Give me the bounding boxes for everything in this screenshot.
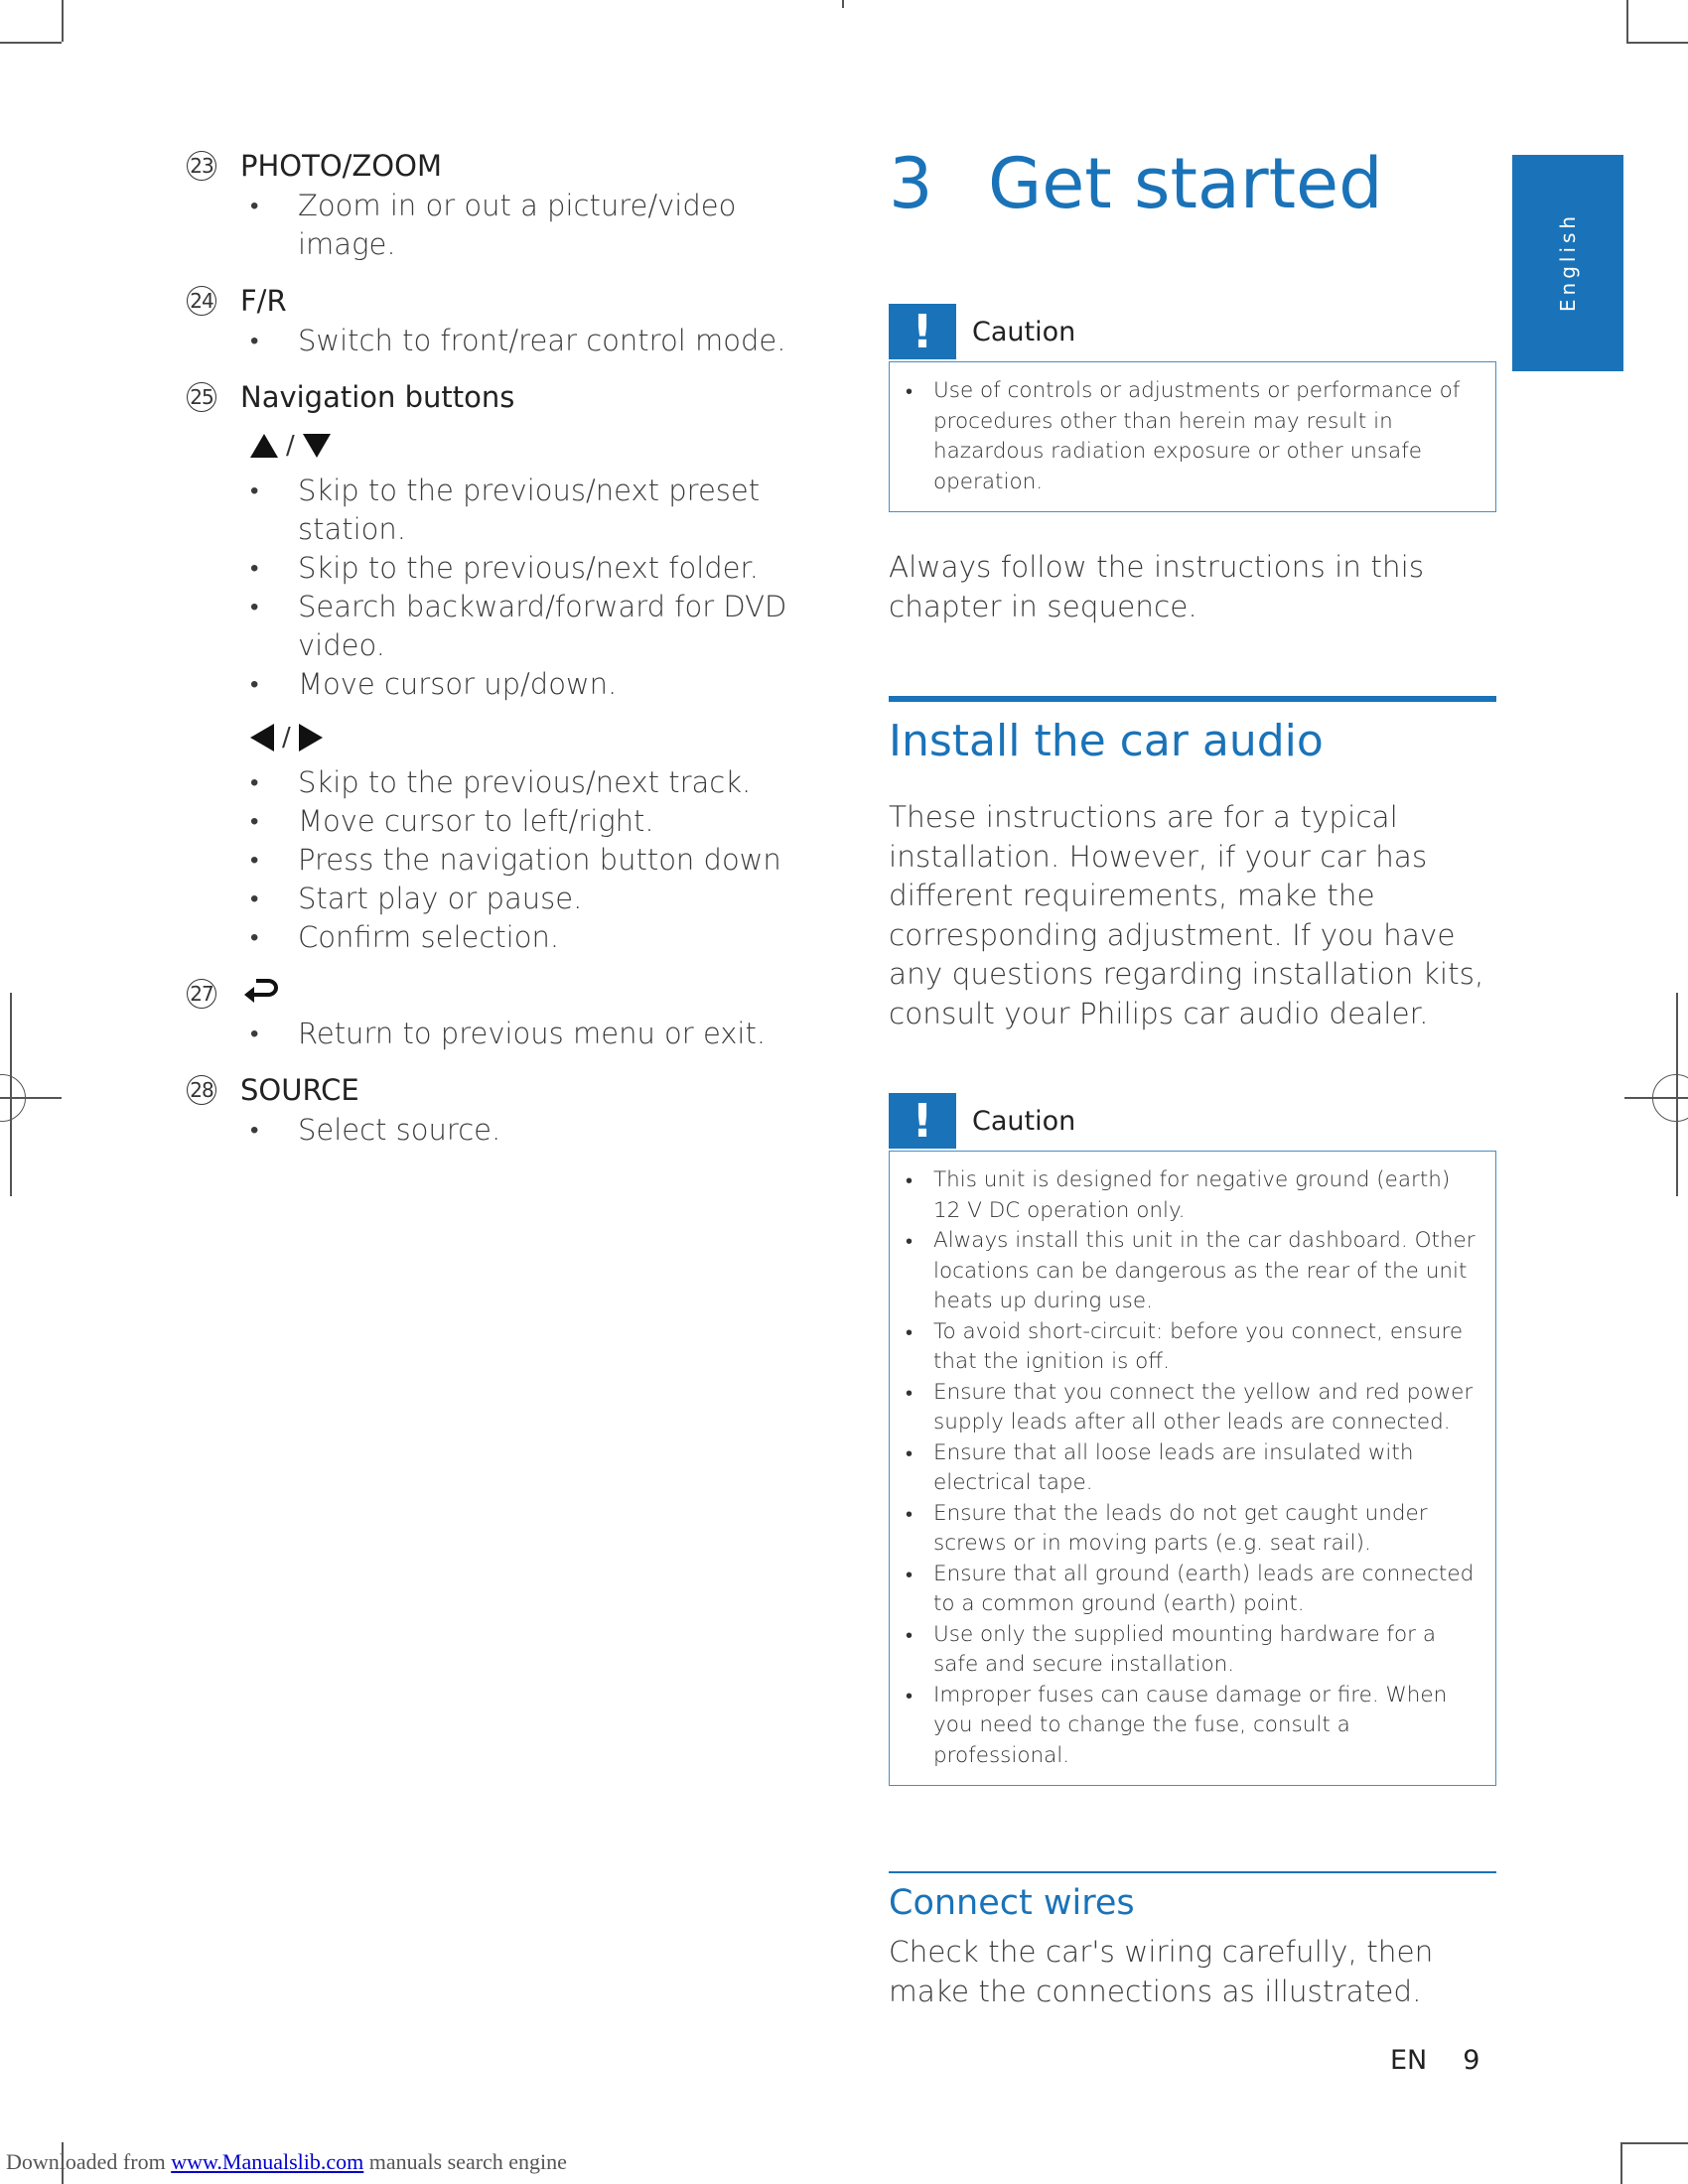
list-item: • Confirm selection. [187, 918, 802, 957]
list-item: • Start play or pause. [187, 880, 802, 918]
list-item: • Ensure that all loose leads are insulated with electrical tape. [890, 1438, 1481, 1499]
item-number-badge: 24 [187, 286, 216, 316]
language-tab [1512, 155, 1623, 371]
subsection-title: Connect wires [889, 1883, 1135, 1923]
bullet-list [187, 1015, 802, 1053]
triangle-up-icon [248, 432, 280, 460]
caution-title: Caution [972, 1105, 1076, 1137]
list-item: • Ensure that all ground (earth) leads are connected to a common ground (earth) point. [890, 1560, 1481, 1620]
caution-box [889, 1094, 1496, 1786]
page-footer [1390, 2045, 1479, 2076]
entry-source [187, 1069, 802, 1150]
entry-photo-zoom [187, 145, 802, 264]
exclamation-icon: ! [889, 304, 956, 359]
list-item: • Use of controls or adjustments or performance of procedures other than herein may result in hazardous radiation exposure or other unsafe operation. [890, 376, 1481, 497]
list-item: • Move cursor to left/right. [187, 802, 802, 841]
entry-title: Navigation buttons [240, 380, 515, 414]
up-down-symbols [248, 420, 802, 472]
list-item: • Search backward/forward for DVD video. [187, 588, 802, 665]
list-item: • Use only the supplied mounting hardware for a safe and secure installation. [890, 1620, 1481, 1681]
right-column [889, 139, 1496, 2011]
bullet-list [187, 322, 802, 360]
caution-header [889, 304, 1075, 359]
entry-back [187, 973, 802, 1053]
left-column [187, 145, 802, 1165]
download-footer [6, 2149, 567, 2175]
triangle-left-icon [248, 722, 276, 753]
exclamation-icon: ! [889, 1093, 956, 1149]
symbol-separator: / [286, 431, 295, 461]
item-number-badge: 23 [187, 151, 216, 181]
entry-title: F/R [240, 284, 287, 318]
list-item: • To avoid short-circuit: before you connect, ensure that the ignition is off. [890, 1317, 1481, 1378]
chapter-number: 3 [889, 143, 933, 224]
section-rule [889, 696, 1496, 702]
back-icon [240, 979, 280, 1009]
list-item: • Select source. [187, 1111, 802, 1150]
bullet-list [187, 472, 802, 704]
chapter-heading [889, 139, 1496, 228]
section-paragraph: These instructions are for a typical installation. However, if your car has different requirements, make the corresponding adjustment. If you have any questions regarding installation kits, consult your Philips car audio dealer. [889, 800, 1484, 1030]
list-item: • This unit is designed for negative ground (earth) 12 V DC operation only. [890, 1165, 1481, 1226]
bullet-list [187, 187, 802, 264]
caution-title: Caution [972, 316, 1076, 347]
page-number: 9 [1463, 2045, 1480, 2076]
footer-prefix: Downloaded from [6, 2149, 172, 2174]
list-item: • Move cursor up/down. [187, 665, 802, 704]
language-code: EN [1390, 2045, 1428, 2076]
list-item: • Switch to front/rear control mode. [187, 322, 802, 360]
language-tab-label: English [1556, 211, 1580, 313]
item-number-badge: 27 [187, 979, 216, 1009]
caution-list [890, 1152, 1495, 1785]
left-right-symbols [248, 712, 802, 763]
entry-title: PHOTO/ZOOM [240, 149, 442, 183]
manualslib-link[interactable]: www.Manualslib.com [171, 2149, 364, 2174]
list-item: • Return to previous menu or exit. [187, 1015, 802, 1053]
caution-box [889, 305, 1496, 512]
list-item: • Skip to the previous/next folder. [187, 549, 802, 588]
list-item: • Skip to the previous/next track. [187, 763, 802, 802]
item-number-badge: 28 [187, 1075, 216, 1105]
list-item: • Ensure that the leads do not get caught under screws or in moving parts (e.g. seat rail). [890, 1499, 1481, 1560]
section-title: Install the car audio [889, 716, 1324, 766]
entry-title: SOURCE [240, 1073, 359, 1107]
chapter-title: Get started [988, 143, 1383, 224]
triangle-right-icon [297, 722, 325, 753]
list-item: • Ensure that you connect the yellow and red power supply leads after all other leads are connected. [890, 1378, 1481, 1438]
entry-navigation-buttons [187, 376, 802, 957]
item-number-badge: 25 [187, 382, 216, 412]
symbol-separator: / [282, 723, 291, 752]
subsection-paragraph: Check the car's wiring carefully, then make the connections as illustrated. [889, 1935, 1434, 2008]
subsection-rule [889, 1871, 1496, 1873]
footer-suffix: manuals search engine [363, 2149, 567, 2174]
bullet-list [187, 763, 802, 957]
list-item: • Press the navigation button down [187, 841, 802, 880]
list-item: • Zoom in or out a picture/video image. [187, 187, 802, 264]
list-item: • Skip to the previous/next preset station. [187, 472, 802, 549]
list-item: • Always install this unit in the car dashboard. Other locations can be dangerous as the rear of the unit heats up during use. [890, 1226, 1481, 1317]
intro-paragraph: Always follow the instructions in this chapter in sequence. [889, 550, 1425, 623]
caution-header [889, 1093, 1075, 1149]
list-item: • Improper fuses can cause damage or fire. When you need to change the fuse, consult a professional. [890, 1681, 1481, 1772]
caution-list [890, 362, 1495, 511]
triangle-down-icon [301, 432, 333, 460]
bullet-list [187, 1111, 802, 1150]
entry-fr [187, 280, 802, 360]
